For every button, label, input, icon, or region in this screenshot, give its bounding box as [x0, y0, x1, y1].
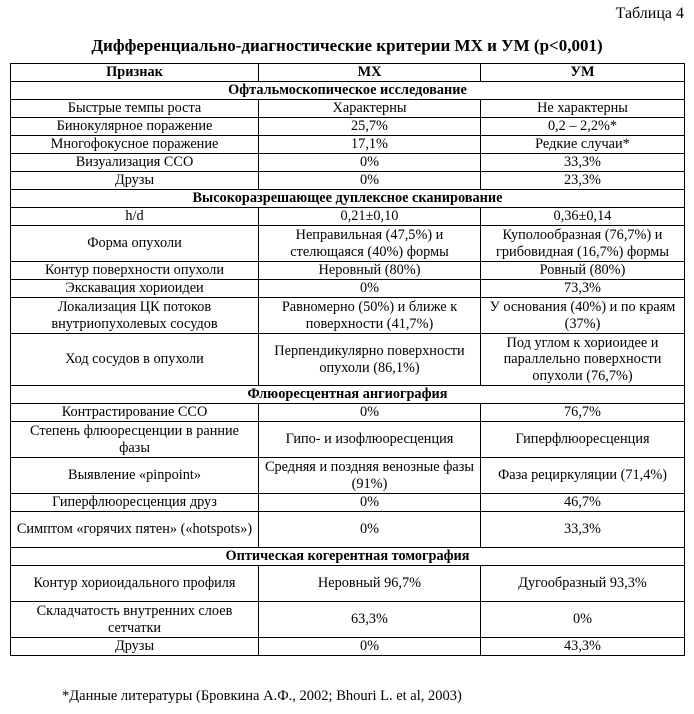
table-row: [11, 334, 685, 386]
feature-cell: Многофокусное поражение: [11, 136, 259, 154]
um-cell: Под углом к хориоидее и параллельно поверхности опухоли (76,7%): [481, 334, 685, 386]
um-cell: 33,3%: [481, 512, 685, 548]
table-row: [11, 208, 685, 226]
mx-cell: Гипо- и изофлюоресценция: [259, 422, 481, 458]
mx-cell: Характерны: [259, 100, 481, 118]
feature-cell: Бинокулярное поражение: [11, 118, 259, 136]
um-cell: Куполообразная (76,7%) и грибовидная (16,7%) формы: [481, 226, 685, 262]
um-cell: 0,2 – 2,2%*: [481, 118, 685, 136]
um-cell: Гиперфлюоресценция: [481, 422, 685, 458]
um-cell: 0,36±0,14: [481, 208, 685, 226]
feature-cell: Экскавация хориоидеи: [11, 280, 259, 298]
mx-cell: 0%: [259, 494, 481, 512]
table-row: [11, 512, 685, 548]
um-cell: 33,3%: [481, 154, 685, 172]
table-row: [11, 458, 685, 494]
feature-cell: Друзы: [11, 172, 259, 190]
um-cell: 46,7%: [481, 494, 685, 512]
um-cell: Ровный (80%): [481, 262, 685, 280]
table-row: [11, 154, 685, 172]
feature-cell: Складчатость внутренних слоев сетчатки: [11, 602, 259, 638]
mx-cell: 25,7%: [259, 118, 481, 136]
um-cell: Не характерны: [481, 100, 685, 118]
feature-cell: Гиперфлюоресценция друз: [11, 494, 259, 512]
section-header: [11, 548, 685, 566]
mx-cell: 17,1%: [259, 136, 481, 154]
table-row: [11, 638, 685, 656]
section-header: [11, 190, 685, 208]
feature-cell: Контрастирование ССО: [11, 404, 259, 422]
mx-cell: 0%: [259, 154, 481, 172]
header-um: УМ: [481, 64, 685, 82]
section-header: [11, 82, 685, 100]
table-row: [11, 118, 685, 136]
table-row: [11, 298, 685, 334]
um-cell: Редкие случаи*: [481, 136, 685, 154]
um-cell: У основания (40%) и по краям (37%): [481, 298, 685, 334]
section-header: [11, 386, 685, 404]
table-row: [11, 494, 685, 512]
criteria-table: [10, 63, 685, 656]
section-title: Высокоразрешающее дуплексное сканирование: [11, 190, 685, 208]
header-row: [11, 64, 685, 82]
header-feature: Признак: [11, 64, 259, 82]
feature-cell: Визуализация ССО: [11, 154, 259, 172]
um-cell: 76,7%: [481, 404, 685, 422]
mx-cell: 0,21±0,10: [259, 208, 481, 226]
um-cell: Фаза рециркуляции (71,4%): [481, 458, 685, 494]
table-row: [11, 422, 685, 458]
section-title: Флюоресцентная ангиография: [11, 386, 685, 404]
mx-cell: Равномерно (50%) и ближе к поверхности (41,7%): [259, 298, 481, 334]
mx-cell: 0%: [259, 280, 481, 298]
table-title: Дифференциально-диагностические критерии МХ и УМ (p<0,001): [91, 36, 603, 55]
um-cell: 43,3%: [481, 638, 685, 656]
um-cell: 0%: [481, 602, 685, 638]
table-row: [11, 404, 685, 422]
mx-cell: 0%: [259, 404, 481, 422]
footnote: *Данные литературы (Бровкина А.Ф., 2002; Bhouri L. et al, 2003): [62, 688, 462, 704]
mx-cell: 0%: [259, 512, 481, 548]
table-row: [11, 136, 685, 154]
table-caption: Таблица 4: [615, 5, 684, 22]
mx-cell: Неровный (80%): [259, 262, 481, 280]
table-row: [11, 566, 685, 602]
section-title: Оптическая когерентная томография: [11, 548, 685, 566]
feature-cell: Друзы: [11, 638, 259, 656]
feature-cell: Быстрые темпы роста: [11, 100, 259, 118]
feature-cell: Контур поверхности опухоли: [11, 262, 259, 280]
table-row: [11, 262, 685, 280]
feature-cell: Степень флюоресценции в ранние фазы: [11, 422, 259, 458]
header-mx: МХ: [259, 64, 481, 82]
mx-cell: Неровный 96,7%: [259, 566, 481, 602]
mx-cell: 0%: [259, 172, 481, 190]
section-title: Офтальмоскопическое исследование: [11, 82, 685, 100]
table-row: [11, 172, 685, 190]
mx-cell: Неправильная (47,5%) и стелющаяся (40%) формы: [259, 226, 481, 262]
feature-cell: Симптом «горячих пятен» («hotspots»): [11, 512, 259, 548]
feature-cell: Форма опухоли: [11, 226, 259, 262]
feature-cell: Контур хориоидального профиля: [11, 566, 259, 602]
feature-cell: Ход сосудов в опухоли: [11, 334, 259, 386]
um-cell: 73,3%: [481, 280, 685, 298]
um-cell: Дугообразный 93,3%: [481, 566, 685, 602]
mx-cell: Перпендикулярно поверхности опухоли (86,1%): [259, 334, 481, 386]
feature-cell: h/d: [11, 208, 259, 226]
table-row: [11, 280, 685, 298]
table-row: [11, 100, 685, 118]
um-cell: 23,3%: [481, 172, 685, 190]
mx-cell: 0%: [259, 638, 481, 656]
mx-cell: Средняя и поздняя венозные фазы (91%): [259, 458, 481, 494]
feature-cell: Выявление «pinpoint»: [11, 458, 259, 494]
table-row: [11, 226, 685, 262]
table-row: [11, 602, 685, 638]
mx-cell: 63,3%: [259, 602, 481, 638]
feature-cell: Локализация ЦК потоков внутриопухолевых сосудов: [11, 298, 259, 334]
